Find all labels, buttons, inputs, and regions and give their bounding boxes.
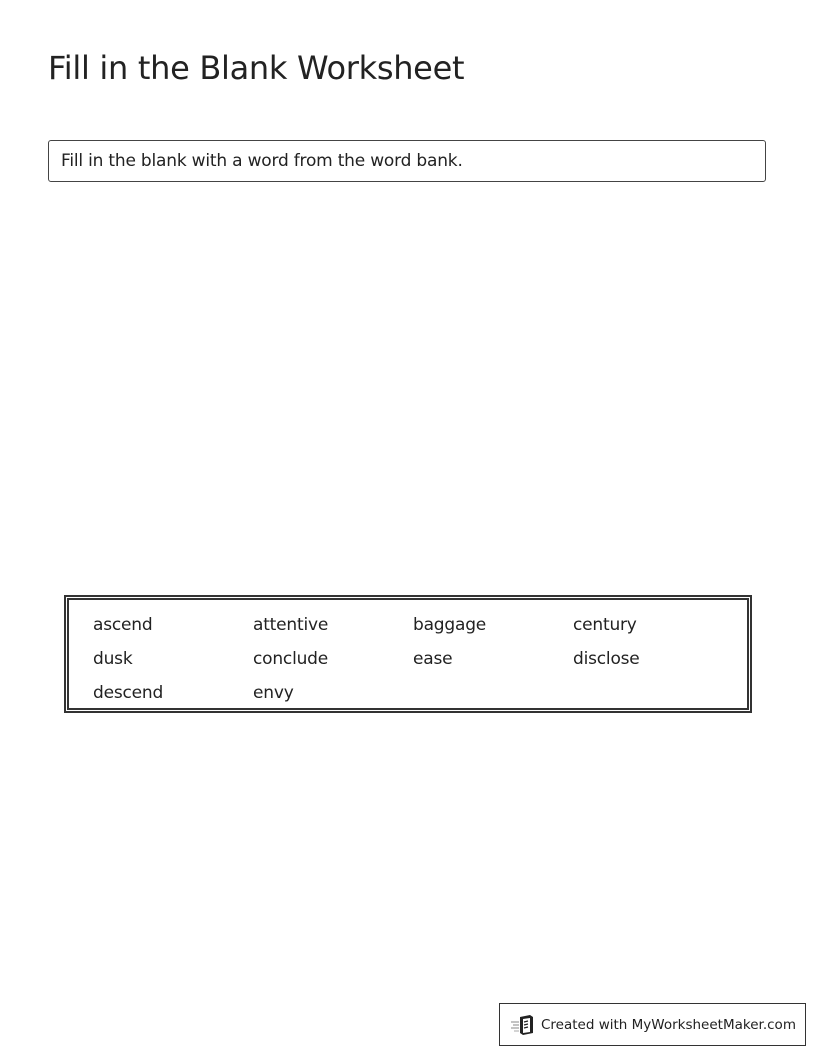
- word-bank-item: dusk: [93, 649, 133, 669]
- created-with-badge[interactable]: [499, 1003, 806, 1046]
- word-bank-item: baggage: [413, 615, 487, 635]
- word-bank-item: descend: [93, 683, 164, 703]
- word-bank-item: century: [573, 615, 637, 635]
- instructions-text: Fill in the blank with a word from the word bank.: [61, 151, 463, 171]
- worksheet-maker-logo-icon: [510, 1014, 536, 1036]
- word-bank-item: attentive: [253, 615, 329, 635]
- instructions-box: [48, 140, 766, 182]
- word-bank-grid: [93, 610, 747, 712]
- page-title: Fill in the Blank Worksheet: [48, 49, 465, 87]
- word-bank-item: disclose: [573, 649, 640, 669]
- word-bank-item: ease: [413, 649, 453, 669]
- created-with-text: Created with MyWorksheetMaker.com: [541, 1016, 796, 1033]
- word-bank: [64, 595, 752, 713]
- word-bank-item: ascend: [93, 615, 153, 635]
- word-bank-item: conclude: [253, 649, 329, 669]
- word-bank-item: envy: [253, 683, 294, 703]
